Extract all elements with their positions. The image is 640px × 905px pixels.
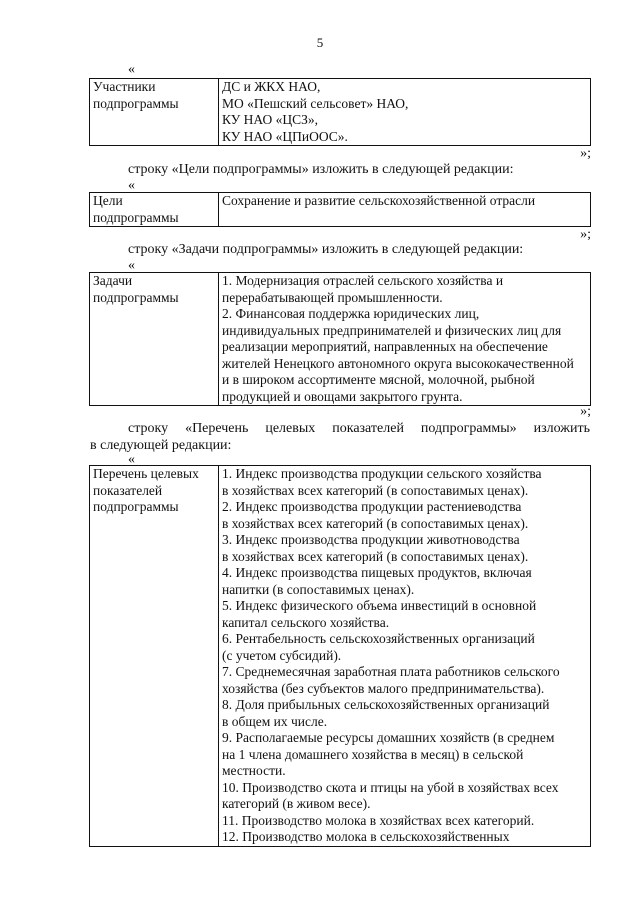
goals-table — [89, 192, 591, 227]
tasks-label: Задачи подпрограммы — [90, 273, 219, 406]
indicators-label: Перечень целевых показателей подпрограммы — [90, 466, 219, 847]
open-quote: « — [128, 62, 135, 77]
participants-label: Участники подпрограммы — [90, 79, 219, 146]
page-number: 5 — [316, 35, 324, 50]
tasks-table — [89, 272, 591, 406]
open-quote: « — [128, 452, 135, 467]
participants-table — [89, 78, 591, 146]
goals-value: Сохранение и развитие сельскохозяйственной отрасли — [219, 193, 591, 227]
indicators-value: 1. Индекс производства продукции сельского хозяйства в хозяйствах всех категорий (в сопоставимых ценах). 2. Индекс производства продукции растениеводства в хозяйствах всех категорий (в сопоставимых ценах). 3. Индекс производства продукции животноводства в хозяйствах всех категорий (в сопоставимых ценах). 4. Индекс производства пищевых продуктов, включая напитки (в сопоставимых ценах). 5. Индекс физического объема инвестиций в основной капитал сельского хозяйства. 6. Рентабельность сельскохозяйственных организаций (с учетом субсидий). 7. Среднемесячная заработная плата работников сельского хозяйства (без субъектов малого предпринимательства). 8. Доля прибыльных сельскохозяйственных организаций в общем их числе. 9. Располагаемые ресурсы домашних хозяйств (в среднем на 1 члена домашнего хозяйства в месяц) в сельской местности. 10. Производство скота и птицы на убой в хозяйствах всех категорий (в живом весе). 11. Производство молока в хозяйствах всех категорий. 12. Производство молока в сельскохозяйственных — [219, 466, 591, 847]
open-quote: « — [128, 178, 135, 193]
open-quote: « — [128, 258, 135, 273]
indicators-table — [89, 465, 591, 847]
goals-instruction: строку «Цели подпрограммы» изложить в следующей редакции: — [128, 162, 514, 177]
participants-value: ДС и ЖКХ НАО, МО «Пешский сельсовет» НАО, КУ НАО «ЦСЗ», КУ НАО «ЦПиООС». — [219, 79, 591, 146]
tasks-instruction: строку «Задачи подпрограммы» изложить в следующей редакции: — [128, 242, 524, 257]
close-quote: »; — [580, 404, 591, 419]
indicators-instruction: строку «Перечень целевых показателей подпрограммы» изложить в следующей редакции: — [90, 421, 590, 453]
close-quote: »; — [580, 146, 591, 161]
goals-label: Цели подпрограммы — [90, 193, 219, 227]
tasks-value: 1. Модернизация отраслей сельского хозяйства и перерабатывающей промышленности. 2. Финансовая поддержка юридических лиц, индивидуальных предпринимателей и физических лиц для реализации мероприятий, направленных на обеспечение жителей Ненецкого автономного округа высококачественной и в широком ассортименте мясной, молочной, рыбной продукцией и овощами закрытого грунта. — [219, 273, 591, 406]
close-quote: »; — [580, 227, 591, 242]
